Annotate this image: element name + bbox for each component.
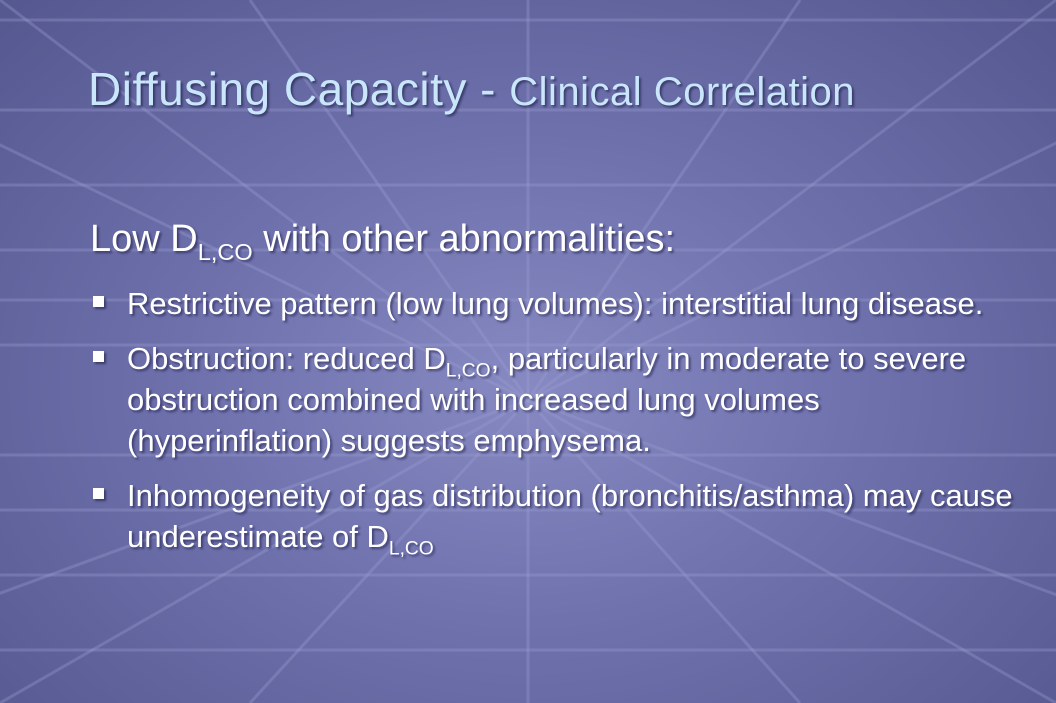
bullet-text-pre: Inhomogeneity of gas distribution (bronchitis/asthma) may cause underestimate of D — [127, 478, 1013, 554]
square-bullet-icon — [93, 488, 104, 499]
bullet-subscript: L,CO — [388, 538, 434, 560]
heading-subscript: L,CO — [197, 238, 253, 265]
heading-prefix: Low D — [90, 218, 198, 260]
bullet-item-restrictive — [90, 283, 1020, 324]
section-heading — [90, 218, 676, 265]
slide-title — [88, 62, 855, 116]
bullet-item-inhomogeneity — [90, 475, 1020, 560]
bullet-text-post: , particularly in moderate to severe obstruction combined with increased lung volumes (hyperinflation) suggests emphysema. — [127, 341, 967, 458]
title-main: Diffusing Capacity - — [88, 63, 510, 115]
heading-suffix: with other abnormalities: — [252, 218, 676, 260]
square-bullet-icon — [93, 351, 104, 362]
bullet-item-obstruction — [90, 338, 1020, 461]
bullet-text-pre: Obstruction: reduced D — [127, 341, 446, 376]
bullet-text: Restrictive pattern (low lung volumes): interstitial lung disease. — [127, 286, 984, 321]
title-subtitle: Clinical Correlation — [509, 70, 855, 114]
bullet-subscript: L,CO — [445, 360, 491, 382]
bullet-list — [90, 283, 1020, 571]
square-bullet-icon — [93, 296, 104, 307]
